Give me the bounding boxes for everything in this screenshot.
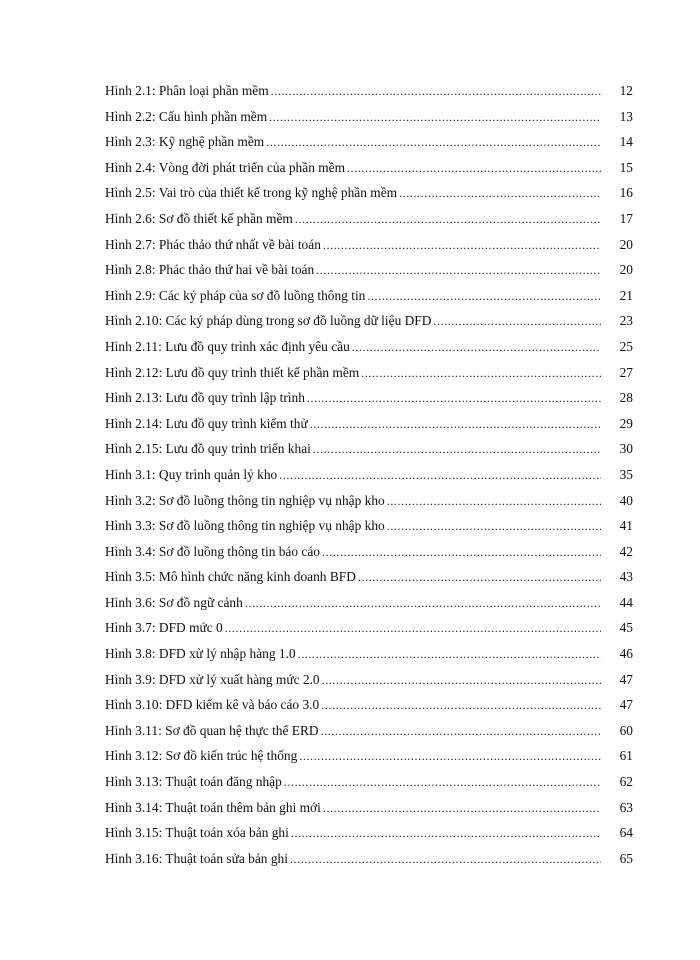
toc-entry — [105, 308, 633, 334]
toc-entry-title: Hình 3.16: Thuật toán sửa bản ghi — [105, 850, 288, 866]
toc-page-number: 40 — [619, 492, 633, 508]
toc-entry-title: Hình 3.6: Sơ đồ ngữ cảnh — [105, 594, 243, 610]
toc-dot-leader — [290, 846, 601, 872]
toc-entry-title: Hình 3.5: Mô hình chức năng kinh doanh BFD — [105, 569, 356, 585]
toc-dot-leader — [298, 641, 601, 667]
toc-entry — [105, 820, 633, 846]
toc-entry — [105, 206, 633, 232]
toc-entry — [105, 129, 633, 155]
toc-entry-title: Hình 2.4: Vòng đời phát triển của phần mềm — [105, 159, 346, 175]
toc-entry — [105, 718, 633, 744]
toc-entry-title: Hình 2.9: Các ký pháp của sơ đồ luồng thông tin — [105, 287, 366, 303]
toc-dot-leader — [361, 360, 601, 386]
toc-entry — [105, 769, 633, 795]
toc-entry — [105, 615, 633, 641]
toc-entry-title: Hình 3.1: Quy trình quản lý kho — [105, 466, 278, 482]
toc-entry-title: Hình 2.1: Phân loại phần mềm — [105, 83, 269, 98]
toc-entry-title: Hình 2.14: Lưu đồ quy trình kiểm thử — [105, 415, 308, 431]
toc-page-number: 47 — [619, 671, 633, 687]
toc-page-number: 20 — [619, 262, 633, 278]
toc-dot-leader — [387, 513, 601, 539]
toc-dot-leader — [279, 462, 601, 488]
toc-entry — [105, 283, 633, 309]
toc-dot-leader — [387, 488, 601, 514]
toc-entry — [105, 104, 633, 130]
toc-dot-leader — [266, 129, 601, 155]
toc-dot-leader — [399, 180, 601, 206]
toc-entry — [105, 462, 633, 488]
toc-entry — [105, 155, 633, 181]
toc-dot-leader — [245, 590, 601, 616]
toc-entry-title: Hình 2.12: Lưu đồ quy trình thiết kế phần mềm — [105, 364, 360, 380]
toc-page-number: 60 — [619, 722, 633, 738]
toc-entry-title: Hình 2.10: Các ký pháp dùng trong sơ đồ luồng dữ liệu DFD — [105, 313, 432, 329]
toc-entry-title: Hình 2.2: Cấu hình phần mềm — [105, 108, 268, 124]
toc-dot-leader — [310, 411, 601, 437]
toc-entry — [105, 232, 633, 258]
toc-dot-leader — [291, 820, 601, 846]
toc-page-number: 21 — [619, 287, 633, 303]
toc-page-number: 62 — [619, 774, 633, 790]
toc-page-number: 15 — [619, 159, 633, 175]
toc-entry — [105, 641, 633, 667]
toc-dot-leader — [322, 539, 601, 565]
toc-page-number: 25 — [619, 338, 633, 354]
toc-entry — [105, 334, 633, 360]
toc-entry-title: Hình 3.2: Sơ đồ luồng thông tin nghiệp vụ nhập kho — [105, 492, 385, 508]
toc-dot-leader — [321, 692, 601, 718]
toc-dot-leader — [433, 308, 601, 334]
toc-dot-leader — [299, 743, 601, 769]
toc-page-number: 42 — [619, 543, 633, 559]
toc-dot-leader — [271, 78, 601, 104]
toc-entry — [105, 436, 633, 462]
toc-entry — [105, 743, 633, 769]
toc-dot-leader — [284, 769, 601, 795]
toc-dot-leader — [316, 257, 601, 283]
toc-page-number: 63 — [619, 799, 633, 815]
toc-page-number: 17 — [619, 210, 633, 226]
toc-entry-title: Hình 2.13: Lưu đồ quy trình lập trình — [105, 390, 305, 406]
toc-entry-title: Hình 3.4: Sơ đồ luồng thông tin báo cáo — [105, 543, 320, 559]
toc-page-number: 45 — [619, 620, 633, 636]
toc-entry-title: Hình 3.3: Sơ đồ luồng thông tin nghiệp vụ nhập kho — [105, 518, 385, 534]
toc-entry — [105, 539, 633, 565]
list-of-figures — [105, 78, 633, 871]
toc-entry-title: Hình 2.6: Sơ đồ thiết kế phần mềm — [105, 210, 293, 226]
toc-page-number: 44 — [619, 594, 633, 610]
toc-page-number: 46 — [619, 646, 633, 662]
toc-entry-title: Hình 3.14: Thuật toán thêm bản ghi mới — [105, 799, 321, 815]
toc-dot-leader — [367, 283, 601, 309]
toc-entry-title: Hình 3.10: DFD kiểm kê và báo cáo 3.0 — [105, 697, 320, 713]
toc-entry — [105, 385, 633, 411]
toc-dot-leader — [225, 615, 601, 641]
toc-entry — [105, 795, 633, 821]
toc-dot-leader — [358, 564, 601, 590]
toc-page-number: 14 — [619, 134, 633, 150]
toc-entry — [105, 180, 633, 206]
toc-page-number: 41 — [619, 518, 633, 534]
toc-dot-leader — [321, 718, 601, 744]
toc-entry — [105, 564, 633, 590]
toc-page-number: 28 — [619, 390, 633, 406]
toc-dot-leader — [352, 334, 601, 360]
toc-page-number: 23 — [619, 313, 633, 329]
toc-page-number: 29 — [619, 415, 633, 431]
toc-page-number: 12 — [619, 83, 633, 98]
toc-entry — [105, 360, 633, 386]
toc-entry-title: Hình 2.15: Lưu đồ quy trình triển khai — [105, 441, 311, 457]
toc-entry — [105, 692, 633, 718]
toc-entry — [105, 78, 633, 104]
toc-page-number: 47 — [619, 697, 633, 713]
toc-entry — [105, 590, 633, 616]
toc-dot-leader — [323, 232, 601, 258]
toc-dot-leader — [347, 155, 601, 181]
toc-entry-title: Hình 2.11: Lưu đồ quy trình xác định yêu cầu — [105, 338, 350, 354]
toc-page-number: 61 — [619, 748, 633, 764]
toc-entry-title: Hình 3.9: DFD xử lý xuất hàng mức 2.0 — [105, 671, 320, 687]
toc-entry — [105, 488, 633, 514]
toc-page-number: 64 — [619, 825, 633, 841]
toc-entry-title: Hình 2.7: Phác thảo thứ nhất về bài toán — [105, 236, 321, 252]
toc-entry-title: Hình 2.5: Vai trò của thiết kế trong kỹ nghệ phần mềm — [105, 185, 398, 201]
toc-dot-leader — [323, 795, 601, 821]
toc-page-number: 16 — [619, 185, 633, 201]
toc-entry — [105, 411, 633, 437]
toc-dot-leader — [269, 104, 601, 130]
toc-dot-leader — [313, 436, 601, 462]
toc-entry-title: Hình 3.11: Sơ đồ quan hệ thực thể ERD — [105, 722, 319, 738]
toc-page-number: 27 — [619, 364, 633, 380]
toc-entry — [105, 257, 633, 283]
toc-entry-title: Hình 3.8: DFD xử lý nhập hàng 1.0 — [105, 646, 296, 662]
toc-dot-leader — [295, 206, 601, 232]
toc-entry-title: Hình 3.15: Thuật toán xóa bản ghi — [105, 825, 289, 841]
toc-entry-title: Hình 2.8: Phác thảo thứ hai về bài toán — [105, 262, 315, 278]
toc-entry-title: Hình 3.13: Thuật toán đăng nhập — [105, 774, 282, 790]
toc-entry-title: Hình 3.12: Sơ đồ kiến trúc hệ thống — [105, 748, 298, 764]
toc-dot-leader — [307, 385, 601, 411]
toc-dot-leader — [322, 667, 601, 693]
toc-entry — [105, 667, 633, 693]
toc-entry-title: Hình 2.3: Kỹ nghệ phần mềm — [105, 134, 265, 150]
toc-page-number: 43 — [619, 569, 633, 585]
toc-page-number: 13 — [619, 108, 633, 124]
toc-page-number: 35 — [619, 466, 633, 482]
toc-entry-title: Hình 3.7: DFD mức 0 — [105, 620, 223, 636]
toc-page-number: 30 — [619, 441, 633, 457]
toc-page-number: 65 — [619, 850, 633, 866]
toc-entry — [105, 846, 633, 872]
toc-entry — [105, 513, 633, 539]
toc-page-number: 20 — [619, 236, 633, 252]
